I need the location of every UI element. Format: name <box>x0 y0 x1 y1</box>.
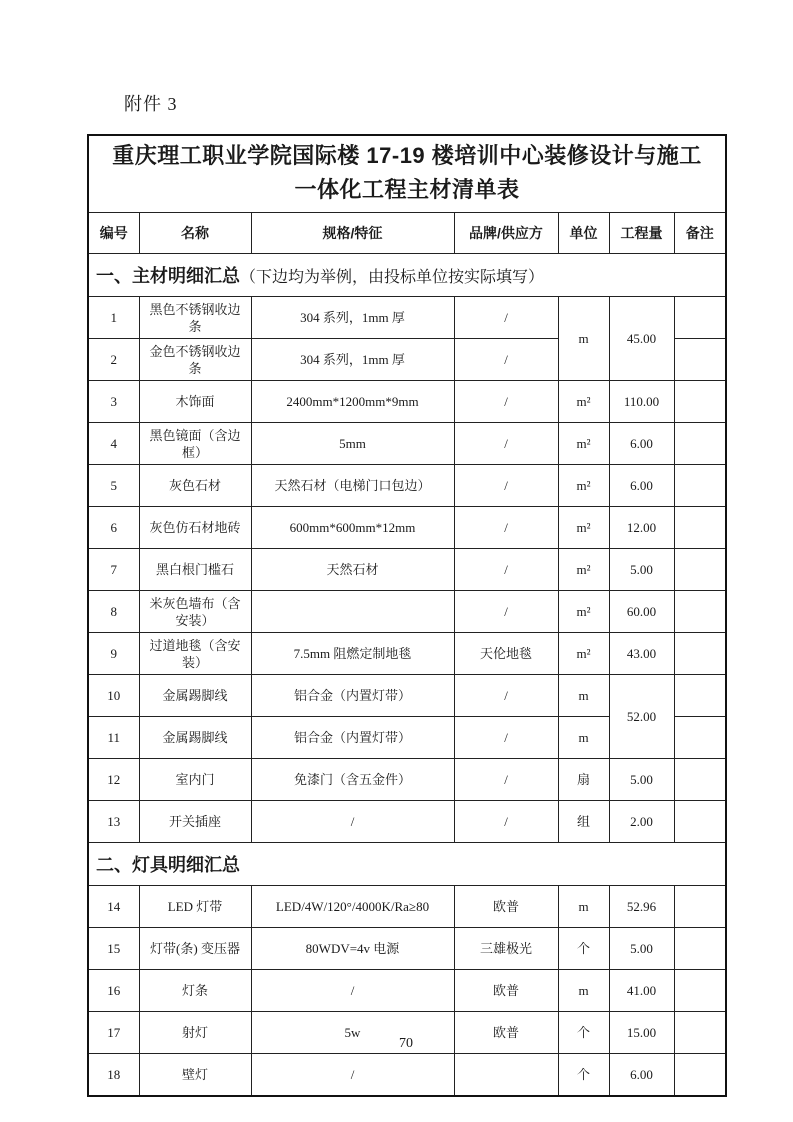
table-cell: 2.00 <box>609 801 674 843</box>
table-title-line2: 一体化工程主材清单表 <box>294 177 520 202</box>
table-cell <box>674 759 726 801</box>
table-cell <box>674 549 726 591</box>
table-row <box>88 886 726 928</box>
section-heading-note: （下边均为举例，由投标单位按实际填写） <box>240 269 545 286</box>
table-cell: 5.00 <box>609 759 674 801</box>
table-cell: 11 <box>88 717 139 759</box>
table-cell <box>674 970 726 1012</box>
table-cell <box>674 339 726 381</box>
table-cell: 组 <box>558 801 609 843</box>
table-cell: / <box>251 970 454 1012</box>
table-cell: 14 <box>88 886 139 928</box>
table-cell: 1 <box>88 297 139 339</box>
table-cell: 304 系列，1mm 厚 <box>251 297 454 339</box>
table-cell: 45.00 <box>609 297 674 381</box>
table-cell: 灰色石材 <box>139 465 251 507</box>
table-cell <box>674 675 726 717</box>
material-list-table <box>87 134 727 1097</box>
table-cell: 10 <box>88 675 139 717</box>
table-cell: / <box>454 339 558 381</box>
section-row <box>88 843 726 886</box>
table-cell: 7.5mm 阻燃定制地毯 <box>251 633 454 675</box>
table-cell: 灯带(条) 变压器 <box>139 928 251 970</box>
table-cell: m² <box>558 591 609 633</box>
table-cell: 过道地毯（含安装） <box>139 633 251 675</box>
table-cell: 9 <box>88 633 139 675</box>
column-header: 名称 <box>139 213 251 254</box>
table-cell: / <box>454 549 558 591</box>
table-cell: 金属踢脚线 <box>139 675 251 717</box>
table-cell: 600mm*600mm*12mm <box>251 507 454 549</box>
table-cell: 欧普 <box>454 886 558 928</box>
table-cell: m² <box>558 465 609 507</box>
table-cell: 52.96 <box>609 886 674 928</box>
table-cell: 15.00 <box>609 1012 674 1054</box>
table-cell <box>674 1054 726 1097</box>
table-cell: 304 系列，1mm 厚 <box>251 339 454 381</box>
table-cell <box>674 633 726 675</box>
column-header: 单位 <box>558 213 609 254</box>
table-cell: 金色不锈钢收边条 <box>139 339 251 381</box>
table-cell: m² <box>558 423 609 465</box>
table-cell: 天伦地毯 <box>454 633 558 675</box>
table-cell: 木饰面 <box>139 381 251 423</box>
table-cell: 5 <box>88 465 139 507</box>
table-cell: 射灯 <box>139 1012 251 1054</box>
table-cell: 个 <box>558 1054 609 1097</box>
table-cell: 6.00 <box>609 1054 674 1097</box>
table-row <box>88 928 726 970</box>
table-cell: / <box>454 423 558 465</box>
table-cell: 16 <box>88 970 139 1012</box>
table-cell: 个 <box>558 1012 609 1054</box>
table-cell <box>674 507 726 549</box>
table-cell: LED 灯带 <box>139 886 251 928</box>
table-cell: m <box>558 297 609 381</box>
table-cell <box>674 717 726 759</box>
table-cell: 室内门 <box>139 759 251 801</box>
table-cell: 开关插座 <box>139 801 251 843</box>
table-cell: / <box>454 675 558 717</box>
table-cell <box>674 423 726 465</box>
column-header: 编号 <box>88 213 139 254</box>
table-cell: 扇 <box>558 759 609 801</box>
table-row <box>88 423 726 465</box>
table-cell: 52.00 <box>609 675 674 759</box>
table-row <box>88 591 726 633</box>
table-cell: LED/4W/120°/4000K/Ra≥80 <box>251 886 454 928</box>
table-header-row <box>88 213 726 254</box>
table-cell: / <box>454 507 558 549</box>
table-cell: 欧普 <box>454 1012 558 1054</box>
section-row <box>88 254 726 297</box>
table-cell: 43.00 <box>609 633 674 675</box>
table-cell: 80WDV=4v 电源 <box>251 928 454 970</box>
table-cell: 4 <box>88 423 139 465</box>
section-heading-title: 一、主材明细汇总 <box>96 266 240 286</box>
table-cell: 18 <box>88 1054 139 1097</box>
table-cell: 6.00 <box>609 465 674 507</box>
table-cell: 欧普 <box>454 970 558 1012</box>
table-cell: / <box>251 1054 454 1097</box>
table-cell: m <box>558 970 609 1012</box>
table-cell: 天然石材 <box>251 549 454 591</box>
table-cell: 17 <box>88 1012 139 1054</box>
table-cell: 金属踢脚线 <box>139 717 251 759</box>
table-cell: 黑色镜面（含边框） <box>139 423 251 465</box>
table-cell: 3 <box>88 381 139 423</box>
table-cell <box>674 886 726 928</box>
table-title <box>88 135 726 213</box>
table-cell: 5.00 <box>609 549 674 591</box>
table-cell: 12.00 <box>609 507 674 549</box>
table-cell: 2400mm*1200mm*9mm <box>251 381 454 423</box>
section-heading-title: 二、灯具明细汇总 <box>96 855 240 875</box>
table-cell: / <box>454 297 558 339</box>
table-cell: / <box>251 801 454 843</box>
table-cell <box>251 591 454 633</box>
table-row <box>88 381 726 423</box>
table-cell: 黑白根门槛石 <box>139 549 251 591</box>
table-title-line1: 重庆理工职业学院国际楼 17-19 楼培训中心装修设计与施工 <box>112 143 702 168</box>
table-row <box>88 633 726 675</box>
table-cell: 5mm <box>251 423 454 465</box>
table-cell <box>674 801 726 843</box>
table-cell: 铝合金（内置灯带） <box>251 675 454 717</box>
table-cell: 铝合金（内置灯带） <box>251 717 454 759</box>
column-header: 品牌/供应方 <box>454 213 558 254</box>
table-row <box>88 297 726 339</box>
section-heading <box>88 843 726 886</box>
table-cell: / <box>454 465 558 507</box>
table-cell <box>674 381 726 423</box>
table-cell: 13 <box>88 801 139 843</box>
table-cell: 三雄极光 <box>454 928 558 970</box>
table-cell: 8 <box>88 591 139 633</box>
table-cell <box>674 928 726 970</box>
table-row <box>88 801 726 843</box>
table-cell: 天然石材（电梯门口包边） <box>251 465 454 507</box>
column-header: 备注 <box>674 213 726 254</box>
table-cell: m <box>558 675 609 717</box>
table-cell <box>454 1054 558 1097</box>
table-cell: 壁灯 <box>139 1054 251 1097</box>
table-row <box>88 970 726 1012</box>
table-cell: / <box>454 591 558 633</box>
page-number: 70 <box>399 1036 413 1051</box>
table-cell: m² <box>558 381 609 423</box>
table-cell: 5.00 <box>609 928 674 970</box>
table-cell: 灯条 <box>139 970 251 1012</box>
column-header: 工程量 <box>609 213 674 254</box>
column-header: 规格/特征 <box>251 213 454 254</box>
table-cell: 6.00 <box>609 423 674 465</box>
table-cell: m² <box>558 507 609 549</box>
table-cell: m² <box>558 633 609 675</box>
table-row <box>88 507 726 549</box>
table-cell: / <box>454 801 558 843</box>
table-cell: 2 <box>88 339 139 381</box>
table-cell <box>674 591 726 633</box>
table-cell: 15 <box>88 928 139 970</box>
table-cell: 7 <box>88 549 139 591</box>
table-cell: 6 <box>88 507 139 549</box>
title-row <box>88 135 726 213</box>
table-cell: 41.00 <box>609 970 674 1012</box>
table-row <box>88 549 726 591</box>
table-cell: / <box>454 717 558 759</box>
attachment-label: 附件 3 <box>124 94 178 114</box>
table-cell: 灰色仿石材地砖 <box>139 507 251 549</box>
table-cell <box>674 297 726 339</box>
table-cell: / <box>454 381 558 423</box>
table-cell <box>674 465 726 507</box>
table-row <box>88 759 726 801</box>
section-heading <box>88 254 726 297</box>
table-cell: 米灰色墙布（含安装） <box>139 591 251 633</box>
table-row <box>88 1054 726 1097</box>
table-cell: / <box>454 759 558 801</box>
table-cell: 免漆门（含五金件） <box>251 759 454 801</box>
table-row <box>88 465 726 507</box>
table-cell: 110.00 <box>609 381 674 423</box>
table-cell: 60.00 <box>609 591 674 633</box>
table-cell: m <box>558 886 609 928</box>
table-cell: 5w <box>251 1012 454 1054</box>
table-cell: m <box>558 717 609 759</box>
table-cell: 黑色不锈钢收边条 <box>139 297 251 339</box>
table-cell: 12 <box>88 759 139 801</box>
table-cell: m² <box>558 549 609 591</box>
table-row <box>88 675 726 717</box>
table-cell: 个 <box>558 928 609 970</box>
